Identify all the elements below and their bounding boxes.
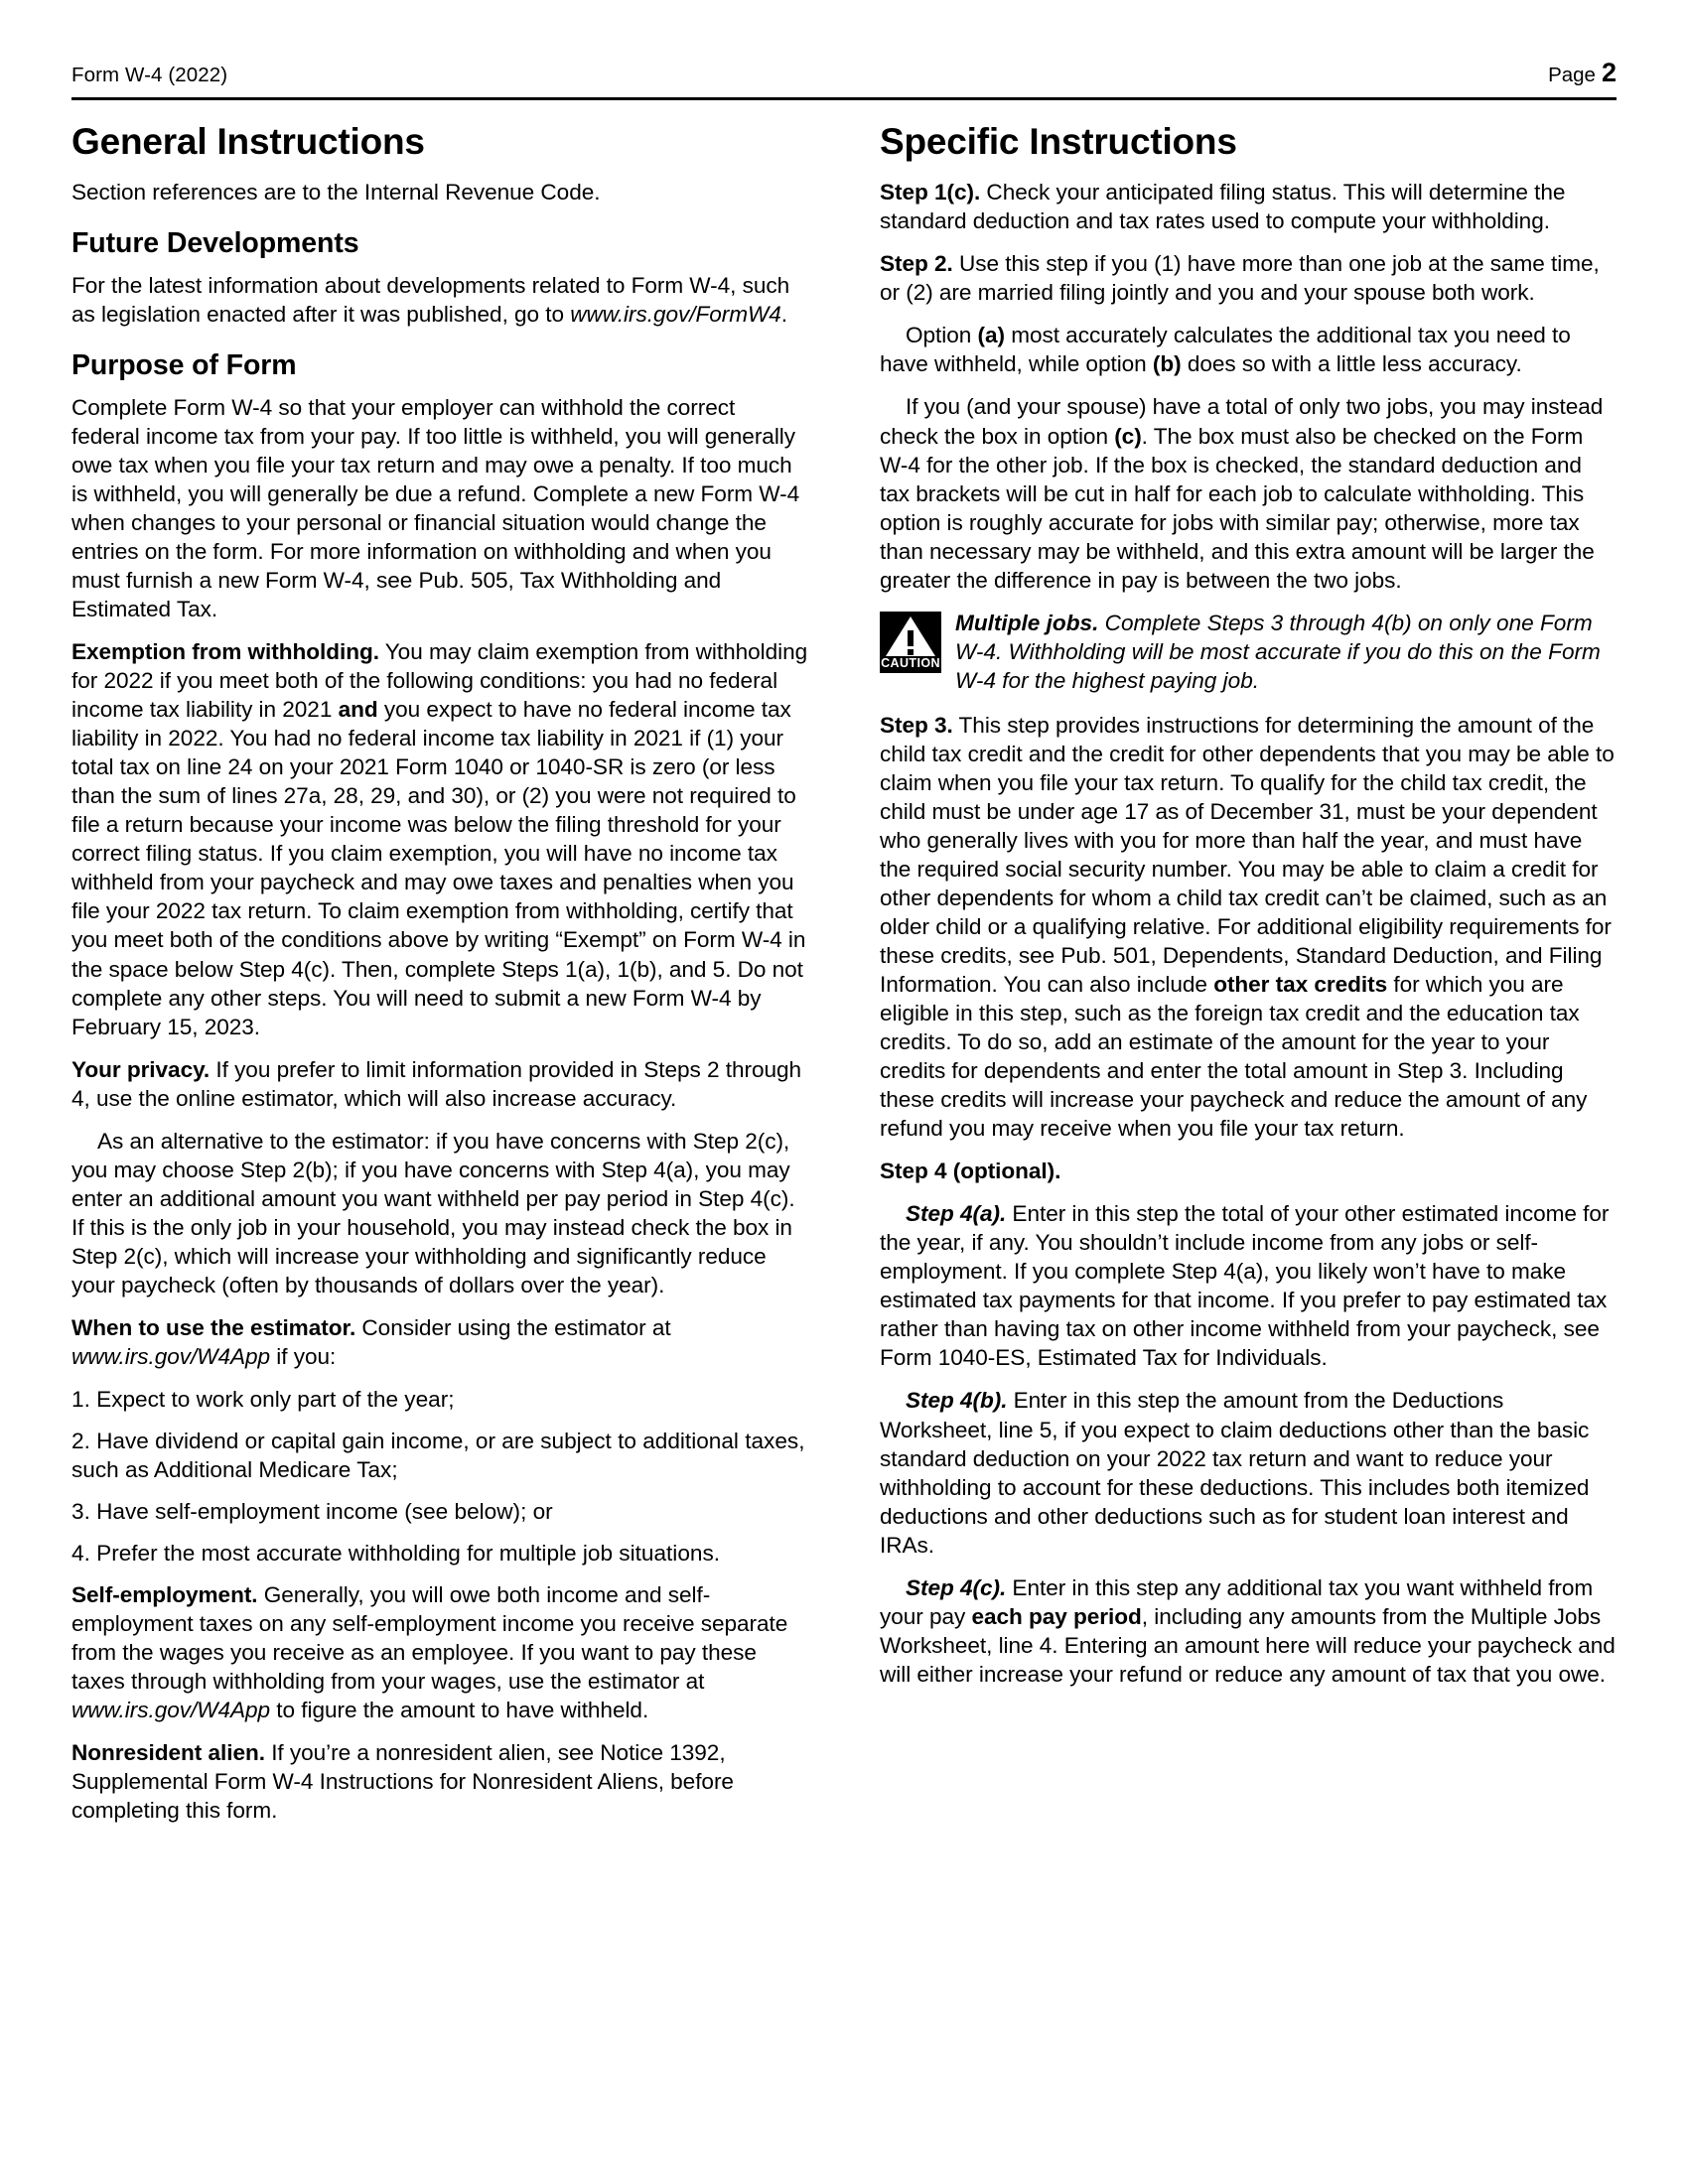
- step-4c-paragraph: [880, 1573, 1617, 1689]
- future-developments-heading: Future Developments: [71, 227, 359, 260]
- step-4a-text: Enter in this step the total of your other estimated income for the year, if any. You shouldn’t include income from any jobs or self-employment. If you complete Step 4(a), you likely won’t have to make estimated tax payments for that income. If you prefer to pay estimated tax rather than having tax on other income withheld from your paycheck, see Form 1040-ES, Estimated Tax for Individuals.: [880, 1201, 1610, 1371]
- alternative-paragraph: As an alternative to the estimator: if you have concerns with Step 2(c), you may choose Step 2(b); if you have concerns with Step 4(a), you may enter an additional amount you want withheld per pay period in Step 4(c). If this is the only job in your household, you may instead check the box in Step 2(c), which will increase your withholding and significantly reduce your paycheck (often by thousands of dollars over the year).: [71, 1128, 795, 1297]
- privacy-lead: Your privacy.: [71, 1056, 211, 1082]
- step-1c-lead: Step 1(c).: [880, 180, 981, 205]
- step-3-text-2: for which you are eligible in this step, such as the foreign tax credit and the education tax credits. To do so, add an estimate of the amount for the year to your credits for dependents and enter the total amount in Step 3. Including these credits will increase your paycheck and reduce the amount of any refund you may receive when you file your tax return.: [880, 972, 1588, 1142]
- left-column: [71, 122, 808, 1840]
- self-employment-paragraph: [71, 1580, 808, 1724]
- page-number: 2: [1601, 58, 1617, 87]
- caution-icon: [880, 612, 941, 673]
- exemption-lead: Exemption from withholding.: [71, 639, 379, 665]
- future-developments-paragraph: [71, 271, 808, 329]
- estimator-text-1: Consider using the estimator at: [355, 1314, 671, 1340]
- form-identifier: Form W-4 (2022): [71, 64, 228, 86]
- step-3-lead: Step 3.: [880, 712, 953, 738]
- option-a-paragraph: [880, 321, 1617, 378]
- general-instructions-title: General Instructions: [71, 120, 425, 162]
- option-a-label: (a): [977, 323, 1005, 348]
- step-2-lead: Step 2.: [880, 251, 953, 277]
- purpose-of-form-heading: Purpose of Form: [71, 349, 297, 382]
- list-item: 1. Expect to work only part of the year;: [71, 1386, 455, 1412]
- step-4c-lead: Step 4(c).: [906, 1574, 1007, 1600]
- privacy-text: If you prefer to limit information provided in Steps 2 through 4, use the online estimator, which will also increase accuracy.: [71, 1056, 802, 1111]
- privacy-paragraph: [71, 1055, 808, 1113]
- step-4-heading-label: Step 4 (optional).: [880, 1159, 1061, 1184]
- header-divider: [71, 97, 1617, 100]
- two-jobs-paragraph: [880, 392, 1617, 594]
- right-column: [880, 122, 1617, 1840]
- self-employment-text-1: Generally, you will owe both income and self-employment taxes on any self-employment income you receive separate from the wages you receive as an employee. If you want to pay these taxes through withholding from your wages, use the estimator at: [71, 1582, 788, 1695]
- option-a-text-1: Option: [906, 323, 978, 348]
- step-4a-paragraph: [880, 1199, 1617, 1372]
- document-header: [71, 60, 1617, 97]
- step-4c-text-1: Enter in this step any additional tax you want withheld from your pay: [880, 1574, 1594, 1629]
- exemption-text-1: You may claim exemption from withholding for 2022 if you meet both of the following conditions: you had no federal income tax liability in 2021: [71, 639, 808, 723]
- specific-instructions-title: Specific Instructions: [880, 120, 1237, 162]
- caution-text: [955, 609, 1617, 695]
- option-c-label: (c): [1114, 423, 1142, 449]
- step-1c-text: Check your anticipated filing status. This will determine the standard deduction and tax rates used to compute your withholding.: [880, 180, 1566, 234]
- nonresident-alien-text: If you’re a nonresident alien, see Notice 1392, Supplemental Form W-4 Instructions for Nonresident Aliens, before completing this form.: [71, 1740, 734, 1824]
- estimator-lead: When to use the estimator.: [71, 1314, 356, 1340]
- nonresident-alien-paragraph: [71, 1738, 808, 1825]
- step-4b-lead: Step 4(b).: [906, 1388, 1008, 1414]
- estimator-text-2: if you:: [270, 1343, 337, 1369]
- w4app-link-2: www.irs.gov/W4App: [71, 1698, 271, 1723]
- step-1c-paragraph: [880, 178, 1617, 235]
- future-developments-text-1: For the latest information about developments related to Form W-4, such as legislation enacted after it was published, go to: [71, 273, 790, 328]
- caution-body: Complete Steps 3 through 4(b) on only one Form W-4. Withholding will be most accurate if you do this on the Form W-4 for the highest paying job.: [955, 610, 1601, 693]
- purpose-of-form-paragraph: Complete Form W-4 so that your employer can withhold the correct federal income tax from your pay. If too little is withheld, you will generally owe tax when you file your tax return and may owe a penalty. If too much is withheld, you will generally be due a refund. Complete a new Form W-4 when changes to your personal or financial situation would change the entries on the form. For more information on withholding and when you must furnish a new Form W-4, see Pub. 505, Tax Withholding and Estimated Tax.: [71, 394, 800, 622]
- option-a-text-2: most accurately calculates the additional tax you need to have withheld, while option: [880, 323, 1571, 377]
- step-4b-paragraph: [880, 1386, 1617, 1559]
- two-jobs-text-2: . The box must also be checked on the Form W-4 for the other job. If the box is checked, the standard deduction and tax brackets will be cut in half for each job to calculate withholding. This option is roughly accurate for jobs with similar pay; otherwise, more tax than necessary may be withheld, and this extra amount will be larger the greater the difference in pay is between the two jobs.: [880, 423, 1595, 593]
- exemption-bold-and: and: [338, 697, 378, 723]
- list-item: 2. Have dividend or capital gain income, or are subject to additional taxes, such as Additional Medicare Tax;: [71, 1428, 805, 1482]
- caution-icon-caption: CAUTION: [881, 656, 940, 671]
- formw4-link: www.irs.gov/FormW4: [570, 302, 781, 328]
- step-4b-text: Enter in this step the amount from the Deductions Worksheet, line 5, if you expect to claim deductions other than the basic standard deduction on your 2022 tax return and want to reduce your withholding to account for these deductions. This includes both itemized deductions and other deductions such as for student loan interest and IRAs.: [880, 1388, 1590, 1558]
- step-4c-text-2: , including any amounts from the Multiple Jobs Worksheet, line 4. Entering an amount here will reduce your paycheck and will either increase your refund or reduce any amount of tax that you owe.: [880, 1603, 1616, 1687]
- page-indicator: [1548, 60, 1617, 88]
- step-4-heading: [880, 1157, 1617, 1185]
- future-developments-text-2: .: [780, 302, 788, 328]
- estimator-paragraph: [71, 1313, 808, 1371]
- each-pay-period-bold: each pay period: [971, 1603, 1142, 1629]
- step-2-paragraph: [880, 249, 1617, 307]
- multiple-jobs-caution-callout: [880, 609, 1617, 695]
- caution-lead: Multiple jobs.: [955, 610, 1099, 635]
- page-label: Page: [1548, 64, 1596, 86]
- self-employment-lead: Self-employment.: [71, 1582, 258, 1608]
- step-2-text: Use this step if you (1) have more than one job at the same time, or (2) are married filing jointly and you and your spouse both work.: [880, 251, 1600, 306]
- exclamation-bar-shape: [908, 630, 914, 646]
- list-item: 3. Have self-employment income (see below); or: [71, 1499, 553, 1524]
- exemption-text-2: you expect to have no federal income tax liability in 2022. You had no federal income tax liability in 2021 if (1) your total tax on line 24 on your 2021 Form 1040 or 1040-SR is zero (or less than the sum of lines 27a, 28, 29, and 30), or (2) you were not required to file a return because your income was below the filing threshold for your correct filing status. If you claim exemption, you will have no income tax withheld from your paycheck and may owe taxes and penalties when you file your 2022 tax return. To claim exemption from withholding, certify that you meet both of the conditions above by writing “Exempt” on Form W-4 in the space below Step 4(c). Then, complete Steps 1(a), 1(b), and 5. Do not complete any other steps. You will need to submit a new Form W-4 by February 15, 2023.: [71, 697, 806, 1039]
- option-b-label: (b): [1152, 351, 1182, 377]
- other-tax-credits-bold: other tax credits: [1213, 972, 1388, 998]
- step-3-paragraph: [880, 711, 1617, 1143]
- two-jobs-text-1: If you (and your spouse) have a total of only two jobs, you may instead check the box in option: [880, 394, 1604, 449]
- two-column-body: [71, 122, 1617, 1840]
- section-reference-text: Section references are to the Internal Revenue Code.: [71, 180, 601, 205]
- nonresident-alien-lead: Nonresident alien.: [71, 1740, 265, 1766]
- exemption-paragraph: [71, 637, 808, 1040]
- step-3-text-1: This step provides instructions for determining the amount of the child tax credit and the credit for other dependents that you may be able to claim when you file your tax return. To qualify for the child tax credit, the child must be under age 17 as of December 31, must be your dependent who generally lives with you for more than half the year, and must have the required social security number. You may be able to claim a credit for other dependents for whom a child tax credit can’t be claimed, such as an older child or a qualifying relative. For additional eligibility requirements for these credits, see Pub. 501, Dependents, Standard Deduction, and Filing Information. You can also include: [880, 712, 1615, 998]
- exclamation-dot-shape: [908, 649, 914, 655]
- list-item: 4. Prefer the most accurate withholding for multiple job situations.: [71, 1541, 721, 1567]
- step-4a-lead: Step 4(a).: [906, 1201, 1007, 1227]
- w4app-link-1: www.irs.gov/W4App: [71, 1343, 271, 1369]
- option-a-text-3: does so with a little less accuracy.: [1181, 351, 1522, 377]
- self-employment-text-2: to figure the amount to have withheld.: [270, 1698, 649, 1723]
